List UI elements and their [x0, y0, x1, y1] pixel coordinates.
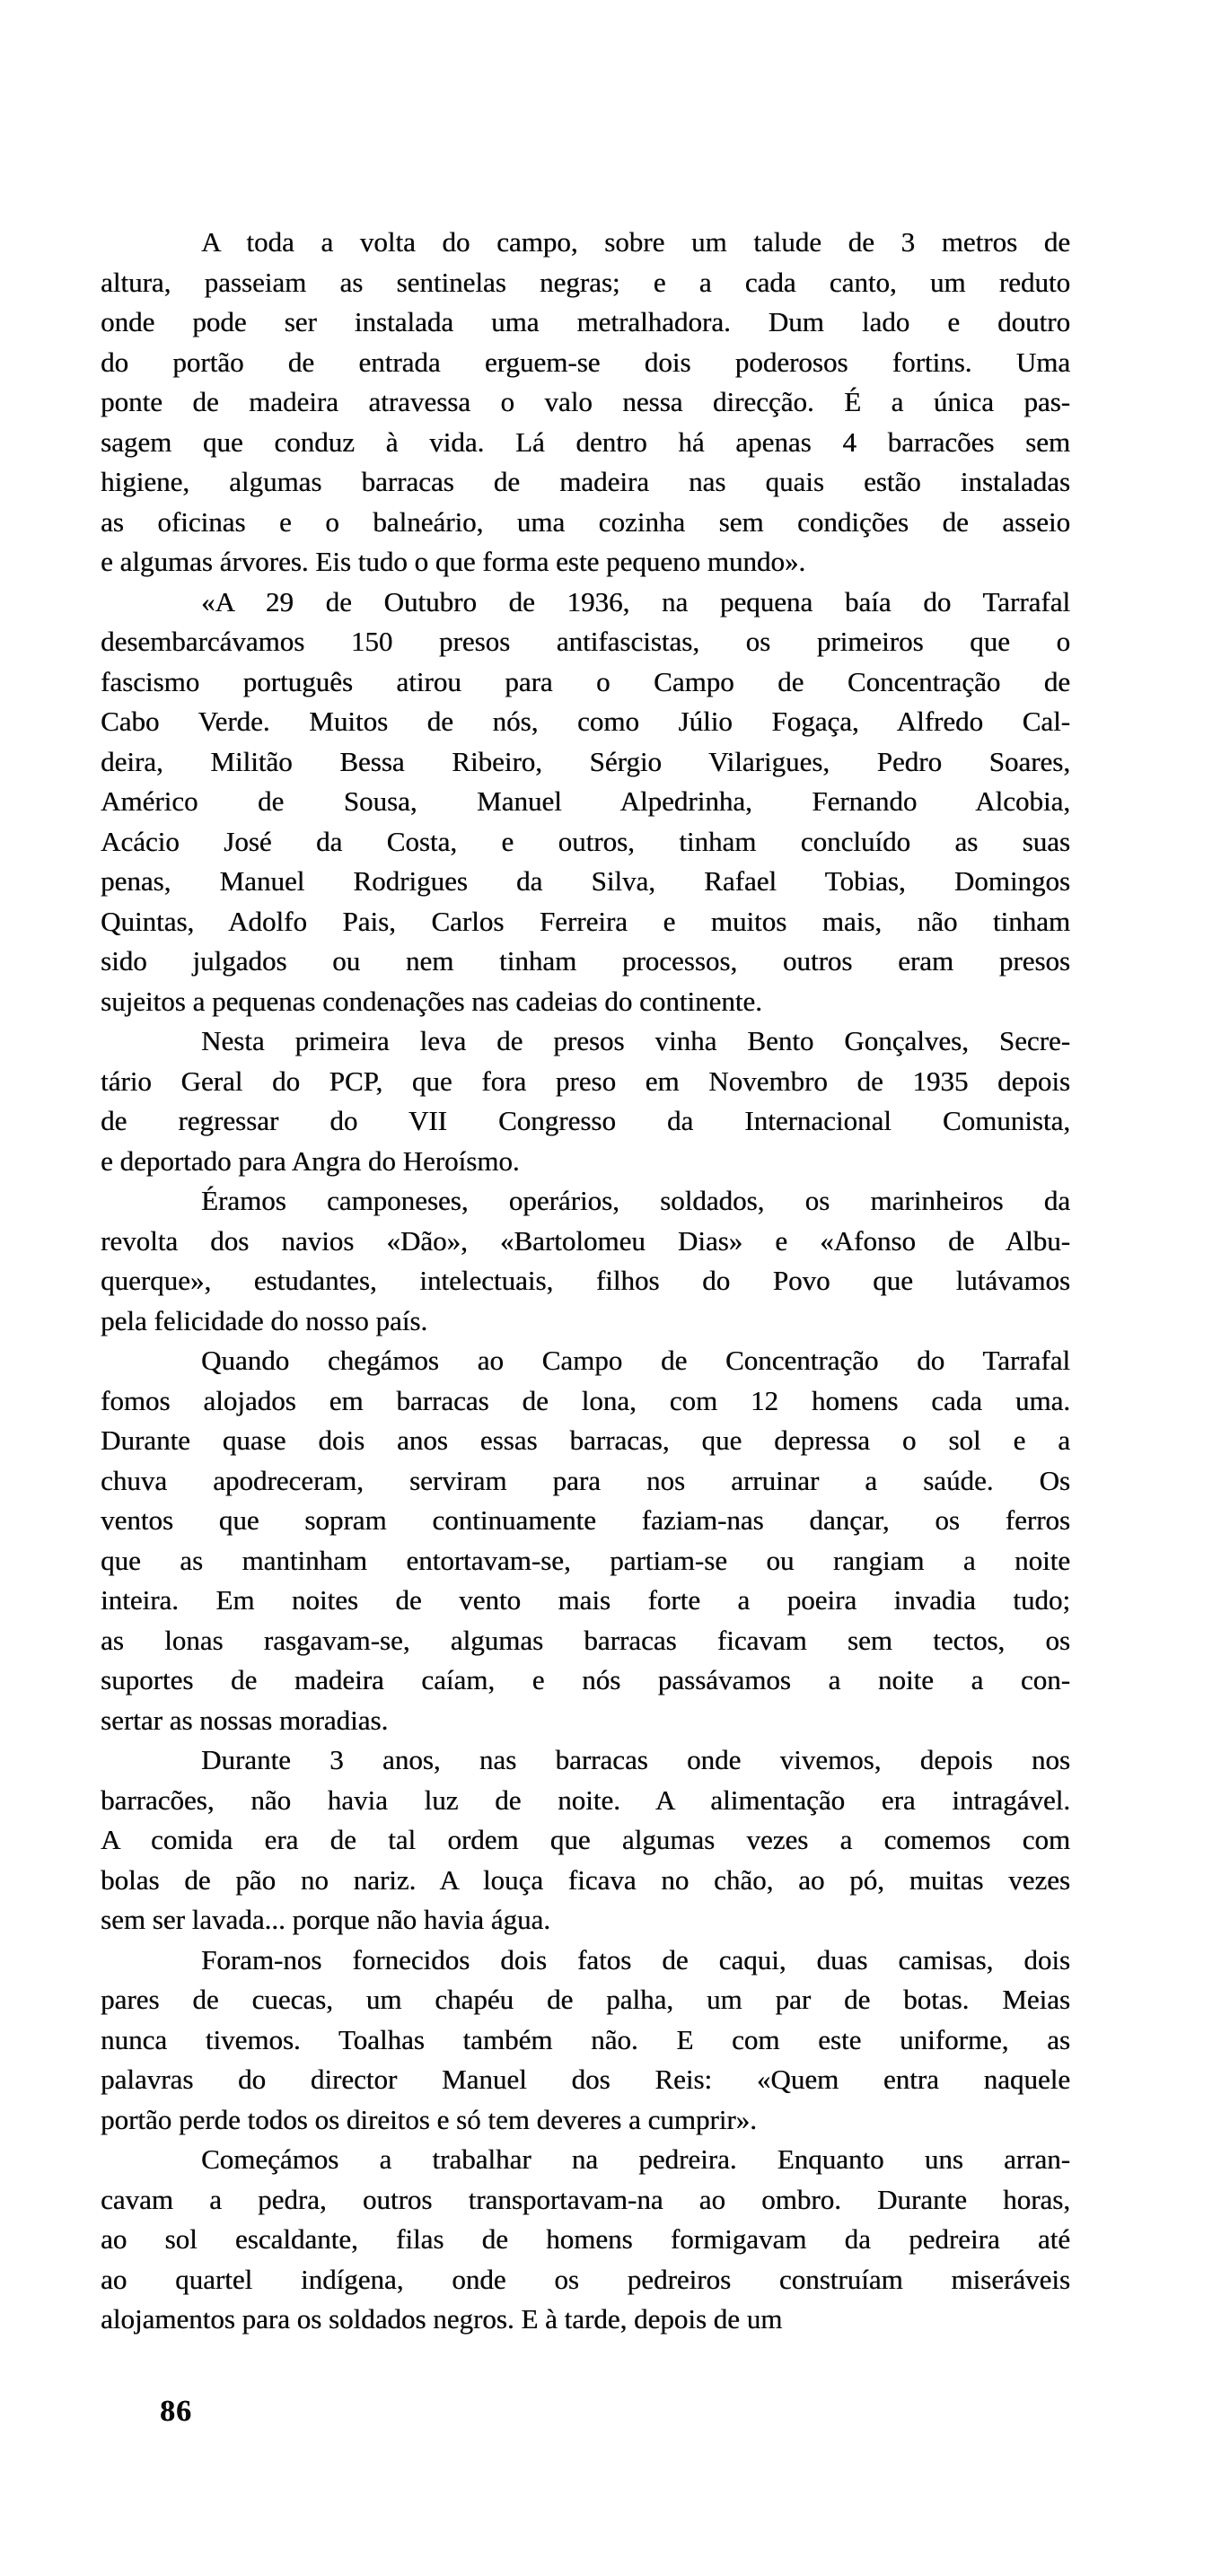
text-line: Acácio José da Costa, e outros, tinham concluído as suas [101, 825, 1070, 857]
text-line: inteira. Em noites de vento mais forte a poeira invadia tudo; [101, 1584, 1070, 1616]
text-line: Começámos a trabalhar na pedreira. Enquanto uns arran- [201, 2143, 1070, 2175]
text-line: nunca tivemos. Toalhas também não. E com este uniforme, as [101, 2023, 1070, 2055]
paragraph [101, 1740, 1070, 1941]
text-line: e algumas árvores. Eis tudo o que forma este pequeno mundo». [101, 546, 806, 577]
paragraph [101, 583, 1070, 1022]
text-line: ao quartel indígena, onde os pedreiros construíam miseráveis [101, 2263, 1070, 2295]
text-line: sertar as nossas moradias. [101, 1704, 389, 1736]
text-line: ao sol escaldante, filas de homens formigavam da pedreira até [101, 2223, 1070, 2255]
text-line: chuva apodreceram, serviram para nos arruinar a saúde. Os [101, 1464, 1070, 1496]
paragraph [101, 1941, 1070, 2141]
text-line: portão perde todos os direitos e só tem deveres a cumprir». [101, 2103, 757, 2135]
text-line: as oficinas e o balneário, uma cozinha sem condições de asseio [101, 505, 1070, 538]
text-line: as lonas rasgavam-se, algumas barracas ficavam sem tectos, os [101, 1624, 1070, 1656]
text-line: revolta dos navios «Dão», «Bartolomeu Dias» e «Afonso de Albu- [101, 1224, 1070, 1257]
text-line: sujeitos a pequenas condenações nas cadeias do continente. [101, 985, 762, 1017]
paragraph [101, 2140, 1070, 2340]
text-line: fascismo português atirou para o Campo de Concentração de [101, 665, 1070, 697]
text-line: Foram-nos fornecidos dois fatos de caqui, duas camisas, dois [201, 1943, 1070, 1976]
text-line: de regressar do VII Congresso da Internacional Comunista, [101, 1105, 1070, 1136]
text-line: A toda a volta do campo, sobre um talude de 3 metros de [201, 226, 1070, 258]
text-line: pares de cuecas, um chapéu de palha, um par de botas. Meias [101, 1984, 1070, 2015]
text-line: ponte de madeira atravessa o valo nessa direcção. É a única pas- [101, 386, 1070, 417]
page-number: 86 [160, 2395, 192, 2428]
text-line: altura, passeiam as sentinelas negras; e a cada canto, um reduto [101, 266, 1070, 298]
text-line: ventos que sopram continuamente faziam-nas dançar, os ferros [101, 1504, 1070, 1536]
text-line: do portão de entrada erguem-se dois poderosos fortins. Uma [101, 346, 1070, 378]
paragraph [101, 223, 1070, 583]
text-line: deira, Militão Bessa Ribeiro, Sérgio Vilarigues, Pedro Soares, [101, 745, 1070, 777]
text-line: sido julgados ou nem tinham processos, outros eram presos [101, 945, 1070, 977]
text-line: suportes de madeira caíam, e nós passávamos a noite a con- [101, 1664, 1070, 1695]
text-line: fomos alojados em barracas de lona, com 12 homens cada uma. [101, 1384, 1070, 1416]
text-line: Américo de Sousa, Manuel Alpedrinha, Fernando Alcobia, [101, 785, 1070, 817]
paragraph [101, 1021, 1070, 1181]
text-line: Nesta primeira leva de presos vinha Bento Gonçalves, Secre- [201, 1025, 1070, 1056]
text-line: palavras do director Manuel dos Reis: «Quem entra naquele [101, 2063, 1070, 2095]
text-line: e deportado para Angra do Heroísmo. [101, 1144, 520, 1177]
text-line: desembarcávamos 150 presos antifascistas, os primeiros que o [101, 626, 1070, 657]
text-line: bolas de pão no nariz. A louça ficava no chão, ao pó, muitas vezes [101, 1863, 1070, 1896]
text-line: Éramos camponeses, operários, soldados, os marinheiros da [201, 1185, 1070, 1216]
text-line: Quintas, Adolfo Pais, Carlos Ferreira e muitos mais, não tinham [101, 905, 1070, 937]
text-line: sem ser lavada... porque não havia água. [101, 1904, 550, 1935]
text-line: barracões, não havia luz de noite. A alimentação era intragável. [101, 1783, 1070, 1816]
text-line: Durante 3 anos, nas barracas onde vivemos, depois nos [201, 1744, 1070, 1775]
text-line: Cabo Verde. Muitos de nós, como Júlio Fogaça, Alfredo Cal- [101, 705, 1070, 737]
page-text [101, 223, 1070, 2340]
text-line: tário Geral do PCP, que fora preso em Novembro de 1935 depois [101, 1065, 1070, 1097]
text-line: cavam a pedra, outros transportavam-na ao ombro. Durante horas, [101, 2183, 1070, 2215]
text-line: Durante quase dois anos essas barracas, que depressa o sol e a [101, 1424, 1070, 1456]
text-line: onde pode ser instalada uma metralhadora. Dum lado e doutro [101, 306, 1070, 337]
text-line: «A 29 de Outubro de 1936, na pequena baía do Tarrafal [201, 585, 1070, 618]
text-line: higiene, algumas barracas de madeira nas quais estão instaladas [101, 466, 1070, 497]
paragraph [101, 1341, 1070, 1740]
text-line: sagem que conduz à vida. Lá dentro há apenas 4 barracões sem [101, 425, 1070, 458]
text-line: que as mantinham entortavam-se, partiam-se ou rangiam a noite [101, 1544, 1070, 1576]
paragraph [101, 1181, 1070, 1341]
text-line: querque», estudantes, intelectuais, filhos do Povo que lutávamos [101, 1265, 1070, 1296]
text-line: penas, Manuel Rodrigues da Silva, Rafael Tobias, Domingos [101, 865, 1070, 897]
text-line: A comida era de tal ordem que algumas vezes a comemos com [101, 1824, 1070, 1855]
text-line: alojamentos para os soldados negros. E à tarde, depois de um [101, 2303, 783, 2335]
text-line: Quando chegámos ao Campo de Concentração do Tarrafal [201, 1345, 1070, 1376]
text-line: pela felicidade do nosso país. [101, 1304, 428, 1336]
